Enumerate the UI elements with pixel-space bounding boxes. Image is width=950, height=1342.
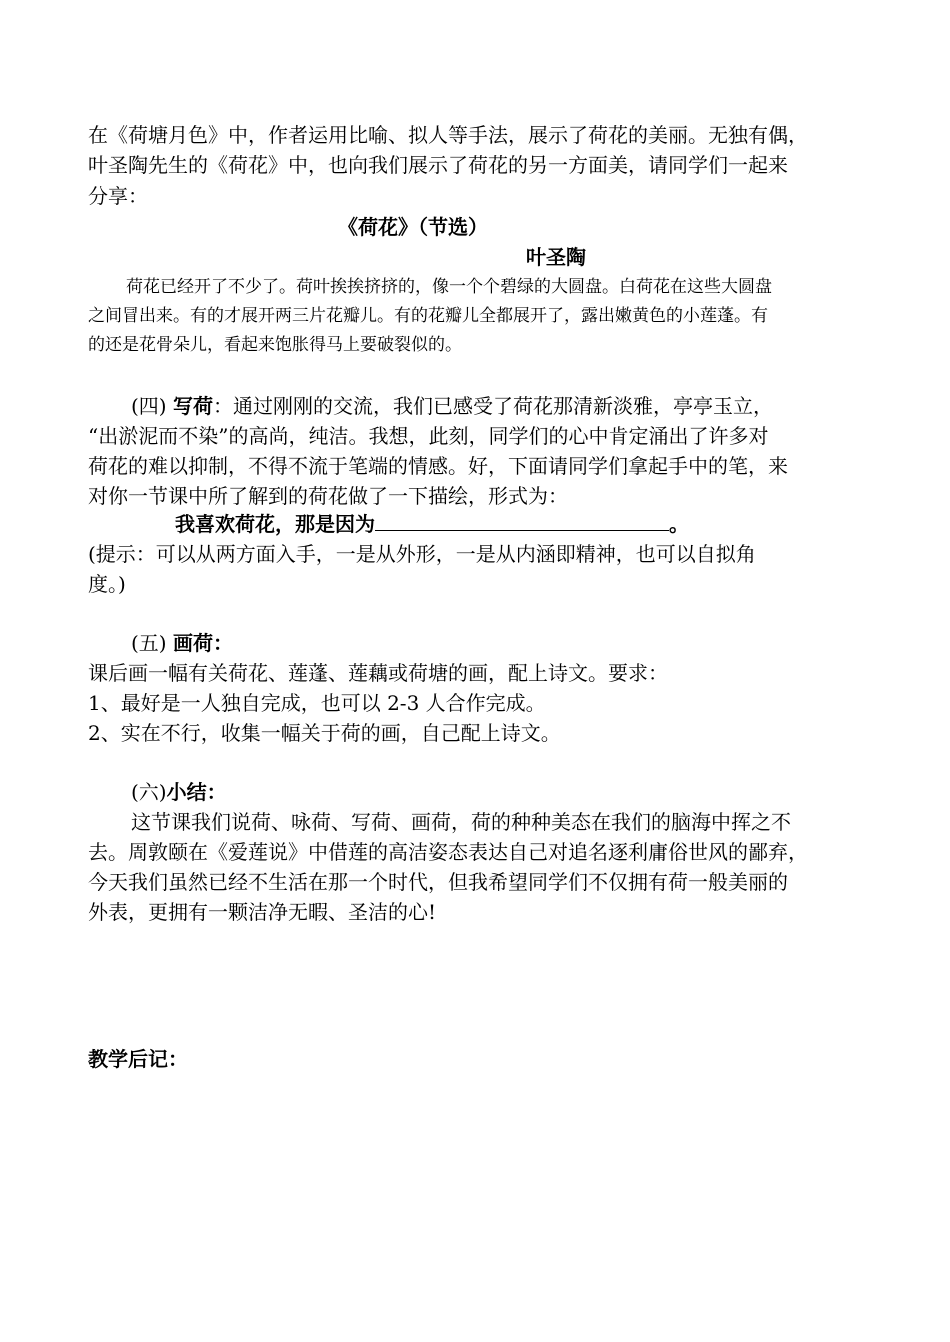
section-5-number: (五) xyxy=(131,631,173,655)
section-4-line-2: “出淤泥而不染”的高尚，纯洁。我想，此刻，同学们的心中肯定涌出了许多对 xyxy=(88,424,769,448)
writing-prompt xyxy=(175,512,689,536)
section-4-line-3: 荷花的难以抑制，不得不流于笔端的情感。好，下面请同学们拿起手中的笔，来 xyxy=(88,454,788,478)
section-6-line-1: 这节课我们说荷、咏荷、写荷、画荷，荷的种种美态在我们的脑海中挥之不 xyxy=(131,810,791,834)
section-4-first-line xyxy=(131,394,773,418)
section-4-number: (四) xyxy=(131,394,173,418)
section-6-line-2: 去。周敦颐在《爱莲说》中借莲的高洁姿态表达自己对追名逐利庸俗世风的鄙弃， xyxy=(88,840,808,864)
section-5-heading: 画荷： xyxy=(172,631,233,655)
excerpt-title: 《荷花》（节选） xyxy=(338,215,488,239)
intro-line-2: 叶圣陶先生的《荷花》中，也向我们展示了荷花的另一方面美，请同学们一起来 xyxy=(88,153,788,177)
excerpt-author: 叶圣陶 xyxy=(526,245,586,269)
section-5-line-3: 2、实在不行，收集一幅关于荷的画，自己配上诗文。 xyxy=(88,721,561,745)
excerpt-line-1: 荷花已经开了不少了。荷叶挨挨挤挤的，像一个个碧绿的大圆盘。白荷花在这些大圆盘 xyxy=(126,277,772,297)
section-6-line-3: 今天我们虽然已经不生活在那一个时代，但我希望同学们不仅拥有荷一般美丽的 xyxy=(88,870,788,894)
section-4-hint-1: (提示：可以从两方面入手，一是从外形，一是从内涵即精神，也可以自拟角 xyxy=(88,542,756,566)
teaching-notes-label: 教学后记： xyxy=(88,1047,188,1071)
writing-prompt-text: 我喜欢荷花，那是因为 xyxy=(175,512,375,536)
section-5-line-2: 1、最好是一人独自完成，也可以 2-3 人合作完成。 xyxy=(88,691,546,715)
section-4-line-4: 对你一节课中所了解到的荷花做了一下描绘，形式为： xyxy=(88,484,568,508)
section-6-heading: 小结： xyxy=(166,780,227,804)
writing-prompt-end: 。 xyxy=(669,512,689,536)
section-6-line-4: 外表，更拥有一颗洁净无暇、圣洁的心! xyxy=(88,900,437,924)
section-4-hint-2: 度。) xyxy=(88,572,126,596)
intro-line-1: 在《荷塘月色》中，作者运用比喻、拟人等手法，展示了荷花的美丽。无独有偶， xyxy=(88,123,808,147)
intro-line-3: 分享： xyxy=(88,184,148,208)
section-5-line-1: 课后画一幅有关荷花、莲蓬、莲藕或荷塘的画，配上诗文。要求： xyxy=(88,661,668,685)
section-6-number: (六) xyxy=(131,780,167,804)
section-6-heading-line xyxy=(131,780,227,804)
section-4-line-1: ：通过刚刚的交流，我们已感受了荷花那清新淡雅，亭亭玉立， xyxy=(212,394,773,418)
excerpt-line-2: 之间冒出来。有的才展开两三片花瓣儿。有的花瓣儿全都展开了，露出嫩黄色的小莲蓬。有 xyxy=(88,306,768,326)
excerpt-line-3: 的还是花骨朵儿，看起来饱胀得马上要破裂似的。 xyxy=(88,335,462,355)
section-5-heading-line xyxy=(131,631,233,655)
writing-prompt-blank xyxy=(375,512,669,531)
section-4-heading: 写荷 xyxy=(172,394,213,418)
